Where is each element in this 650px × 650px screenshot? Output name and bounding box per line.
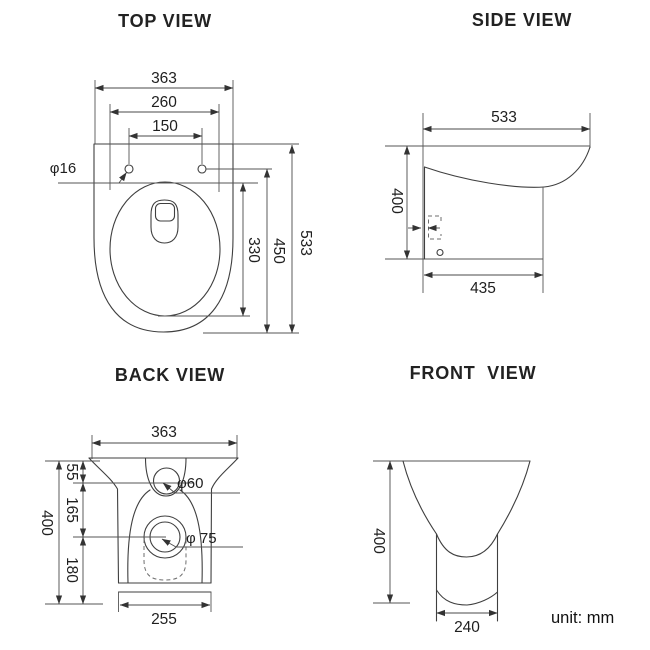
dim-text-363: 363	[151, 424, 177, 441]
back-view-left-side	[89, 458, 119, 583]
top-view-seat-hole-right	[198, 165, 206, 173]
back-view-trap-hidden-outline	[144, 539, 186, 580]
front-view-pedestal-base	[437, 590, 498, 605]
dim-text-phi16: φ16	[49, 160, 77, 177]
side-view	[385, 10, 590, 297]
top-view-title: TOP VIEW	[118, 11, 212, 31]
dim-text-330: 330	[244, 237, 262, 263]
dim-text-533: 533	[491, 109, 517, 126]
back-view	[38, 365, 243, 628]
unit-note: unit: mm	[551, 609, 615, 627]
dim-text-400: 400	[37, 510, 55, 536]
dim-text-phi60: φ60	[177, 475, 204, 492]
phi75-leader-arrow	[162, 539, 176, 547]
back-view-inner-contour-left	[128, 490, 150, 583]
top-view-flush-spud-inner	[156, 204, 175, 222]
side-view-title: SIDE VIEW	[471, 10, 573, 30]
dim-text-180: 180	[62, 557, 80, 583]
side-view-rim-profile	[425, 147, 591, 187]
dim-text-255: 255	[151, 611, 177, 628]
back-view-right-side	[211, 458, 238, 583]
front-view-title: FRONT VIEW	[409, 363, 537, 383]
dim-text-55: 55	[62, 463, 80, 481]
dim-text-150: 150	[152, 118, 178, 135]
top-view	[50, 11, 314, 333]
dim-text-400: 400	[369, 528, 387, 554]
front-view	[370, 363, 536, 636]
side-view-fixing-hole	[437, 250, 443, 256]
dim-text-phi75: φ 75	[186, 530, 217, 547]
fixing-bracket-hidden-outline	[429, 216, 442, 239]
top-view-body-outline	[94, 144, 233, 332]
phi60-leader-arrow	[163, 483, 175, 493]
back-view-water-inlet-hole	[154, 468, 180, 494]
phi16-leader-arrow	[119, 173, 127, 184]
top-view-seat-hole-left	[125, 165, 133, 173]
dim-text-450: 450	[269, 238, 287, 264]
front-view-left-outline	[403, 461, 437, 534]
dim-text-400: 400	[387, 188, 405, 214]
front-view-bowl-underside	[437, 534, 498, 557]
dim-text-240: 240	[454, 619, 480, 636]
dim-text-260: 260	[151, 94, 177, 111]
front-view-right-outline	[498, 461, 531, 534]
top-view-bowl-opening	[110, 182, 220, 316]
dim-text-363: 363	[151, 70, 177, 87]
back-view-title: BACK VIEW	[114, 365, 226, 385]
dim-text-435: 435	[470, 280, 496, 297]
dim-text-165: 165	[62, 497, 80, 523]
dim-text-533: 533	[296, 230, 314, 256]
